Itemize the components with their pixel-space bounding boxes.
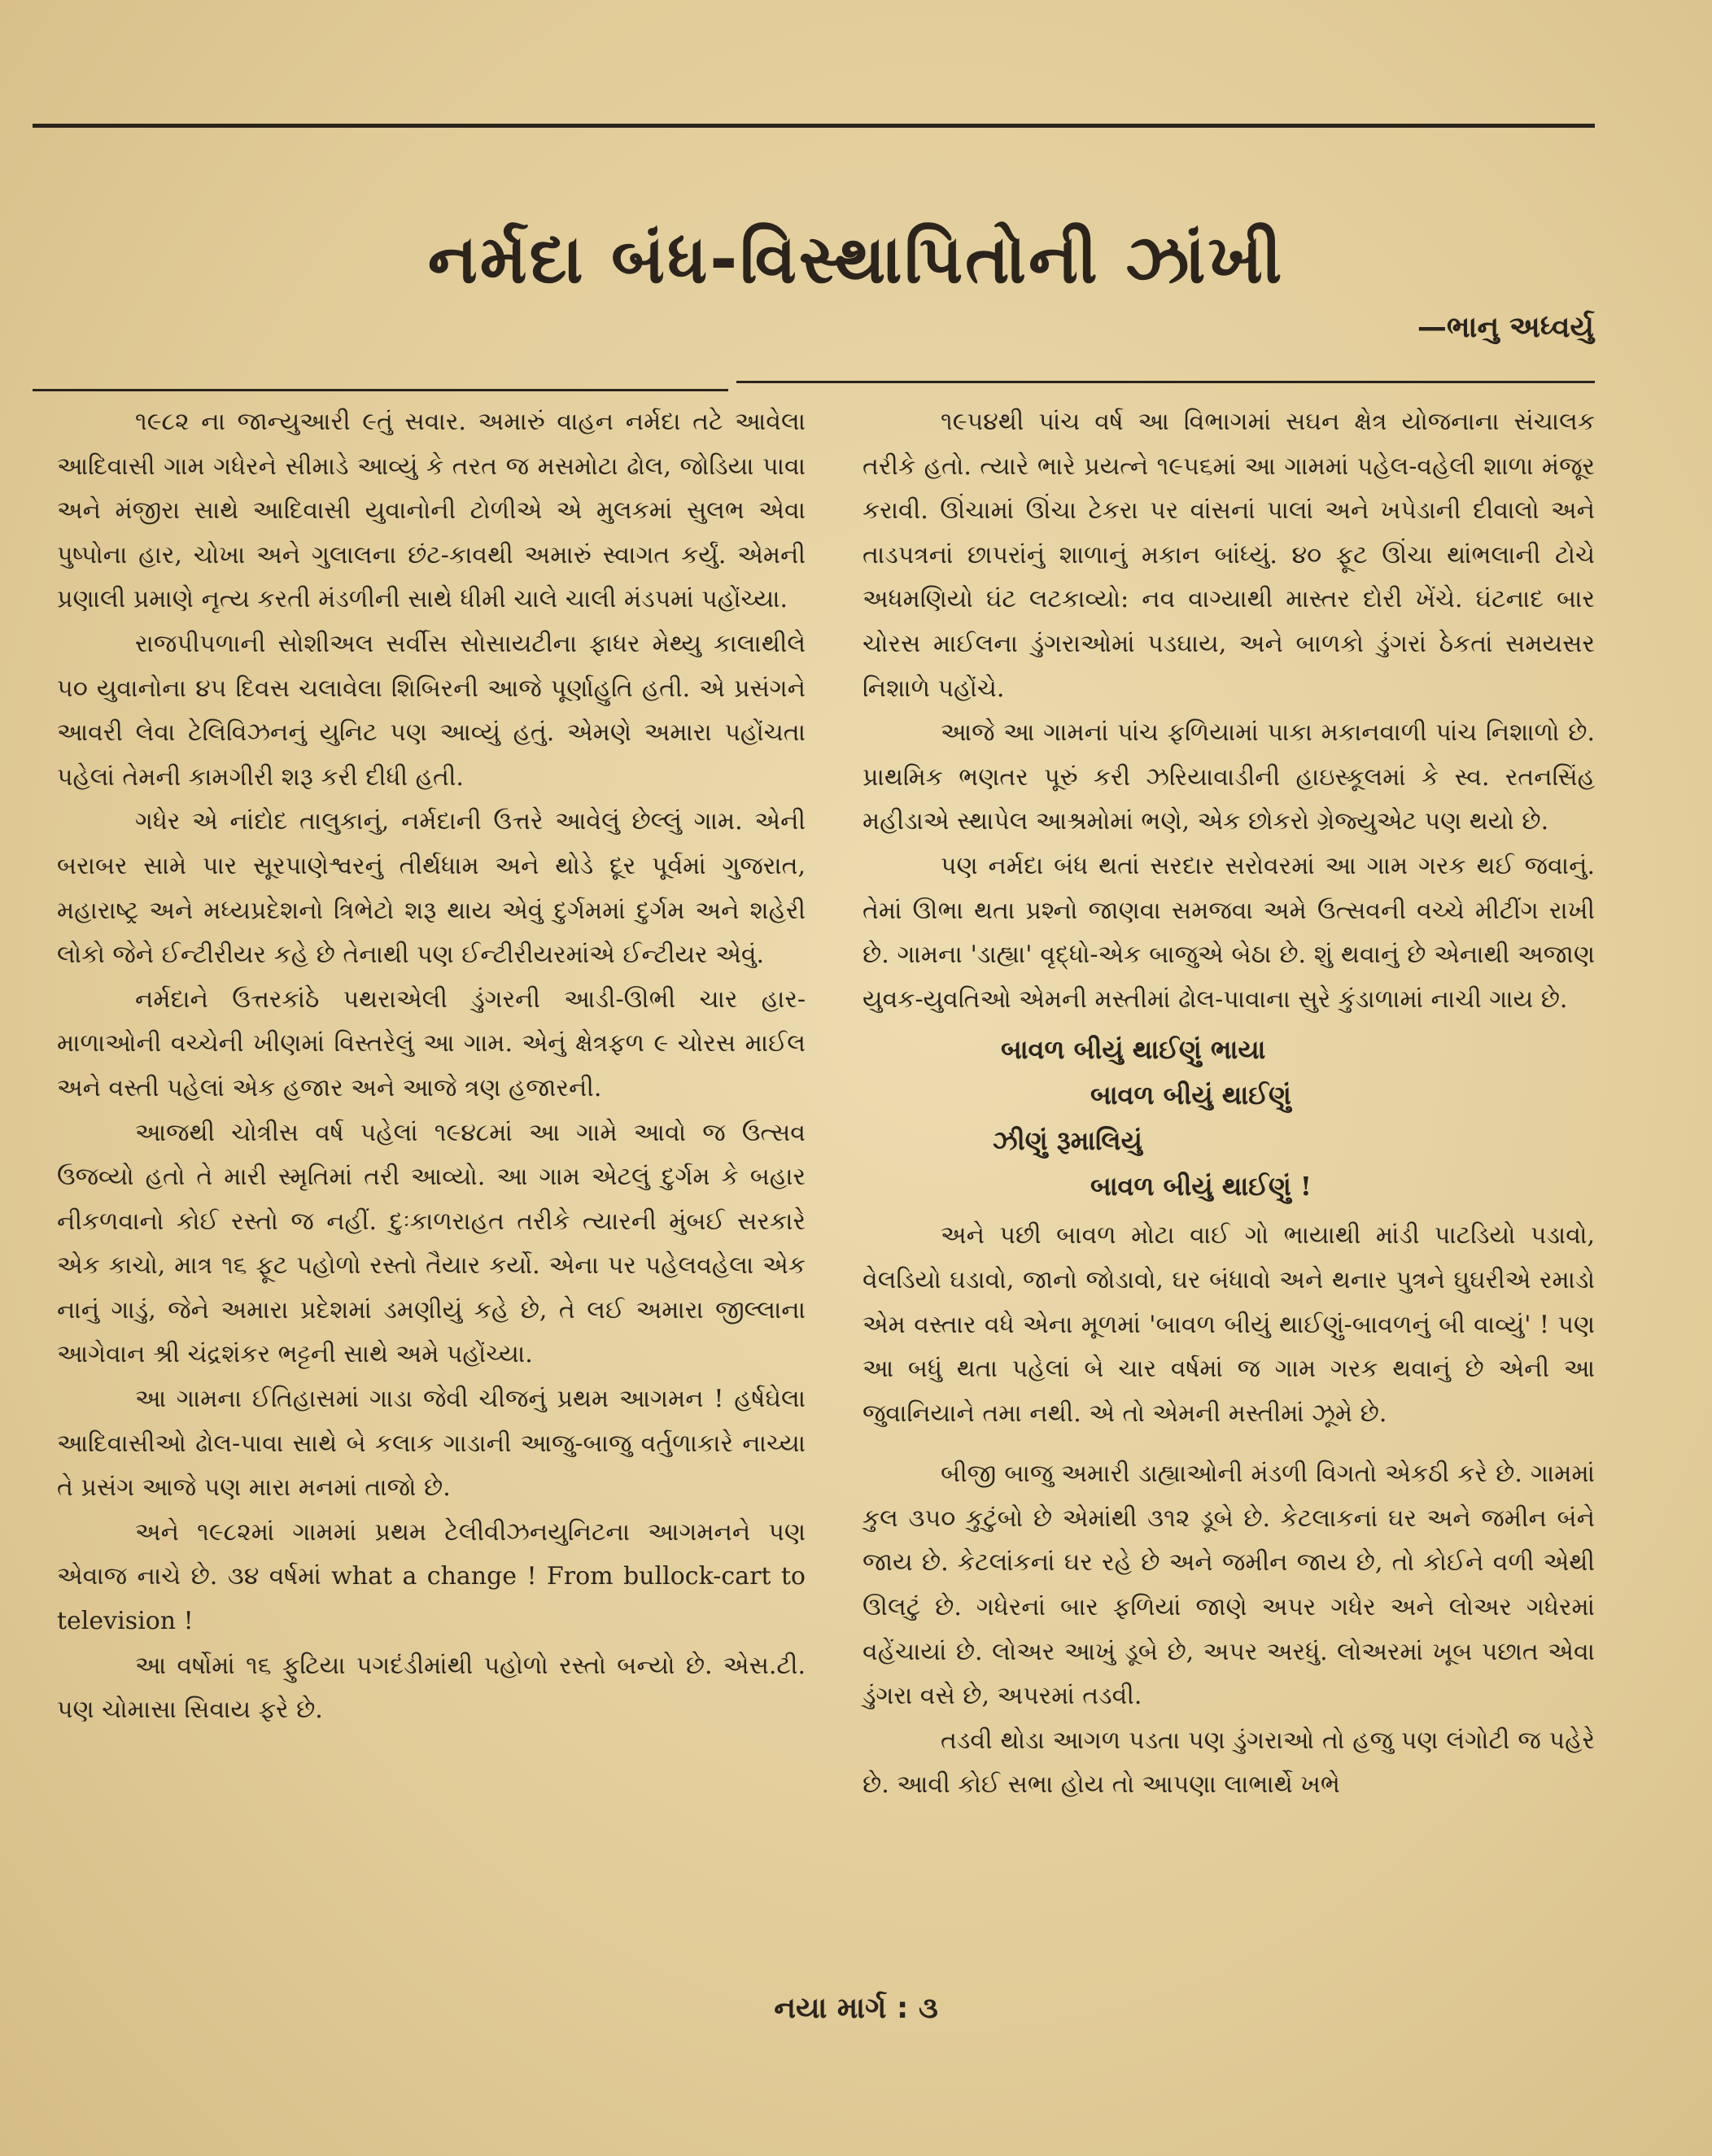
paragraph: ૧૯૫૪થી પાંચ વર્ષ આ વિભાગમાં સઘન ક્ષેત્ર યોજનાના સંચાલક તરીકે હતો. ત્યારે ભારે પ્રયત્ને ૧૯૫૬માં આ ગામમાં પહેલ-વહેલી શાળા મંજૂર કરાવી. ઊંચામાં ઊંચા ટેકરા પર વાંસનાં પાલાં અને ખપેડાની દીવાલો અને તાડપત્રનાં છાપરાંનું શાળાનું મકાન બાંધ્યું. ૪૦ ફૂટ ઊંચા થાંભલાની ટોચે અધમણિયો ઘંટ લટકાવ્યો: નવ વાગ્યાથી માસ્તર દોરી ખેંચે. ઘંટનાદ બાર ચોરસ માઈલના ડુંગરાઓમાં પડઘાય, અને બાળકો ડુંગરાં ઠેકતાં સમયસર નિશાળે પહોંચે. (863, 408, 1595, 703)
verse-line: ઝીણું રૂમાલિયું (993, 1125, 1142, 1157)
paragraph: અને પછી બાવળ મોટા વાઈ ગો ભાયાથી માંડી પાટડિયો પડાવો, વેલડિયો ઘડાવો, જાનો જોડાવો, ઘર બંધાવો અને થનાર પુત્રને ઘુઘરીએ રમાડો એમ વસ્તાર વધે એના મૂળમાં 'બાવળ બીયું થાઈણું-બાવળનું બી વાવ્યું' ! પણ આ બધું થતા પહેલાં બે ચાર વર્ષમાં જ ગામ ગરક થવાનું છે એની આ જુવાનિયાને તમા નથી. એ તો એમની મસ્તીમાં ઝૂમે છે. (863, 1221, 1595, 1428)
article-author: —ભાનુ અધ્વર્યુ (1417, 311, 1594, 344)
article-title: નર્મદા બંધ-વિસ્થાપિતોની ઝાંખી (427, 221, 1285, 299)
verse-line: બાવળ બીયું થાઈણું ! (1090, 1171, 1312, 1202)
paragraph: નર્મદાને ઉત્તરકાંઠે પથરાએલી ડુંગરની આડી-ઊભી ચાર હાર-માળાઓની વચ્ચેની ખીણમાં વિસ્તરેલું આ ગામ. એનું ક્ષેત્રફળ ૯ ચોરસ માઈલ અને વસ્તી પહેલાં એક હજાર અને આજે ત્રણ હજારની. (57, 984, 806, 1102)
left-column-divider (33, 389, 728, 391)
right-column (863, 400, 1595, 1808)
left-column (57, 400, 806, 1733)
paragraph: આજે આ ગામનાં પાંચ ફળિયામાં પાકા મકાનવાળી પાંચ નિશાળો છે. પ્રાથમિક ભણતર પૂરું કરી ઝરિયાવાડીની હાઇસ્કૂલમાં કે સ્વ. રતનસિંહ મહીડાએ સ્થાપેલ આશ્રમોમાં ભણે, એક છોકરો ગ્રેજ્યુએટ પણ થયો છે. (863, 718, 1595, 836)
verse-line: બાવળ બીયું થાઈણું (1090, 1080, 1291, 1111)
paragraph: રાજપીપળાની સોશીઅલ સર્વીસ સોસાયટીના ફાધર મેથ્યુ કાલાથીલે ૫૦ યુવાનોના ૪૫ દિવસ ચલાવેલા શિબિરની આજે પૂર્ણાહુતિ હતી. એ પ્રસંગને આવરી લેવા ટેલિવિઝનનું યુનિટ પણ આવ્યું હતું. એમણે અમારા પહોંચતા પહેલાં તેમની કામગીરી શરૂ કરી દીધી હતી. (57, 629, 806, 792)
paragraph: અને ૧૯૮૨માં ગામમાં પ્રથમ ટેલીવીઝનયુનિટના આગમનને પણ એવાજ નાચે છે. ૩૪ વર્ષમાં what a change ! From bullock-cart to television ! (57, 1517, 806, 1636)
paragraph: આજથી ચોત્રીસ વર્ષ પહેલાં ૧૯૪૮માં આ ગામે આવો જ ઉત્સવ ઉજવ્યો હતો તે મારી સ્મૃતિમાં તરી આવ્યો. આ ગામ એટલું દુર્ગમ કે બહાર નીકળવાનો કોઈ રસ્તો જ નહીં. દુઃકાળરાહત તરીકે ત્યારની મુંબઈ સરકારે એક કાચો, માત્ર ૧૬ ફૂટ પહોળો રસ્તો તૈયાર કર્યો. એના પર પહેલવહેલા એક નાનું ગાડું, જેને અમારા પ્રદેશમાં ડમણીયું કહે છે, તે લઈ અમારા જીલ્લાના આગેવાન શ્રી ચંદ્રશંકર ભટ્ટની સાથે અમે પહોંચ્યા. (57, 1118, 806, 1369)
page-footer: નયા માર્ગ : ૩ (774, 1992, 938, 2025)
paragraph: બીજી બાજુ અમારી ડાહ્યાઓની મંડળી વિગતો એકઠી કરે છે. ગામમાં કુલ ૩૫૦ કુટુંબો છે એમાંથી ૩૧૨ ડૂબે છે. કેટલાકનાં ઘર અને જમીન બંને જાય છે. કેટલાંકનાં ઘર રહે છે અને જમીન જાય છે, તો કોઈને વળી એથી ઊલટું છે. ગધેરનાં બાર ફળિયાં જાણે અપર ગધેર અને લોઅર ગધેરમાં વહેંચાયાં છે. લોઅર આખું ડૂબે છે, અપર અરધું. લોઅરમાં ખૂબ પછાત એવા ડુંગરા વસે છે, અપરમાં તડવી. (863, 1460, 1595, 1711)
paragraph: ૧૯૮૨ ના જાન્યુઆરી ૯તું સવાર. અમારું વાહન નર્મદા તટે આવેલા આદિવાસી ગામ ગધેરને સીમાડે આવ્યું કે તરત જ મસમોટા ઢોલ, જોડિયા પાવા અને મંજીરા સાથે આદિવાસી યુવાનોની ટોળીએ એ મુલકમાં સુલભ એવા પુષ્પોના હાર, ચોખા અને ગુલાલના છંટ-કાવથી અમારું સ્વાગત કર્યું. એમની પ્રણાલી પ્રમાણે નૃત્ય કરતી મંડળીની સાથે ધીમી ચાલે ચાલી મંડપમાં પહોંચ્યા. (57, 408, 806, 614)
paragraph: આ ગામના ઈતિહાસમાં ગાડા જેવી ચીજનું પ્રથમ આગમન ! હર્ષઘેલા આદિવાસીઓ ઢોલ-પાવા સાથે બે કલાક ગાડાની આજુ-બાજુ વર્તુળાકારે નાચ્યા તે પ્રસંગ આજે પણ મારા મનમાં તાજો છે. (57, 1385, 806, 1503)
paragraph: તડવી થોડા આગળ પડતા પણ ડુંગરાઓ તો હજુ પણ લંગોટી જ પહેરે છે. આવી કોઈ સભા હોય તો આપણા લાભાર્થે ખભે (863, 1726, 1595, 1800)
paragraph: આ વર્ષોમાં ૧૬ ફુટિયા પગદંડીમાંથી પહોળો રસ્તો બન્યો છે. એસ.ટી. પણ ચોમાસા સિવાય ફરે છે. (57, 1651, 806, 1725)
folk-song-verse (863, 1022, 1595, 1214)
right-column-divider (736, 381, 1595, 383)
top-divider (33, 124, 1595, 128)
paragraph: પણ નર્મદા બંધ થતાં સરદાર સરોવરમાં આ ગામ ગરક થઈ જવાનું. તેમાં ઊભા થતા પ્રશ્નો જાણવા સમજવા અમે ઉત્સવની વચ્ચે મીટીંગ રાખી છે. ગામના 'ડાહ્યા' વૃદ્ધો-એક બાજુએ બેઠા છે. શું થવાનું છે એનાથી અજાણ યુવક-યુવતિઓ એમની મસ્તીમાં ઢોલ-પાવાના સુરે કુંડાળામાં નાચી ગાય છે. (863, 851, 1595, 1014)
paragraph: ગધેર એ નાંદોદ તાલુકાનું, નર્મદાની ઉત્તરે આવેલું છેલ્લું ગામ. એની બરાબર સામે પાર સૂરપાણેશ્વરનું તીર્થધામ અને થોડે દૂર પૂર્વમાં ગુજરાત, મહારાષ્ટ્ર અને મધ્યપ્રદેશનો ત્રિભેટો શરૂ થાય એવું દુર્ગમમાં દુર્ગમ અને શહેરી લોકો જેને ઈન્ટીરીયર કહે છે તેનાથી પણ ઈન્ટીરીયરમાંએ ઈન્ટીયર એવું. (57, 807, 806, 970)
verse-line: બાવળ બીયું થાઈણું ભાયા (1001, 1034, 1266, 1066)
